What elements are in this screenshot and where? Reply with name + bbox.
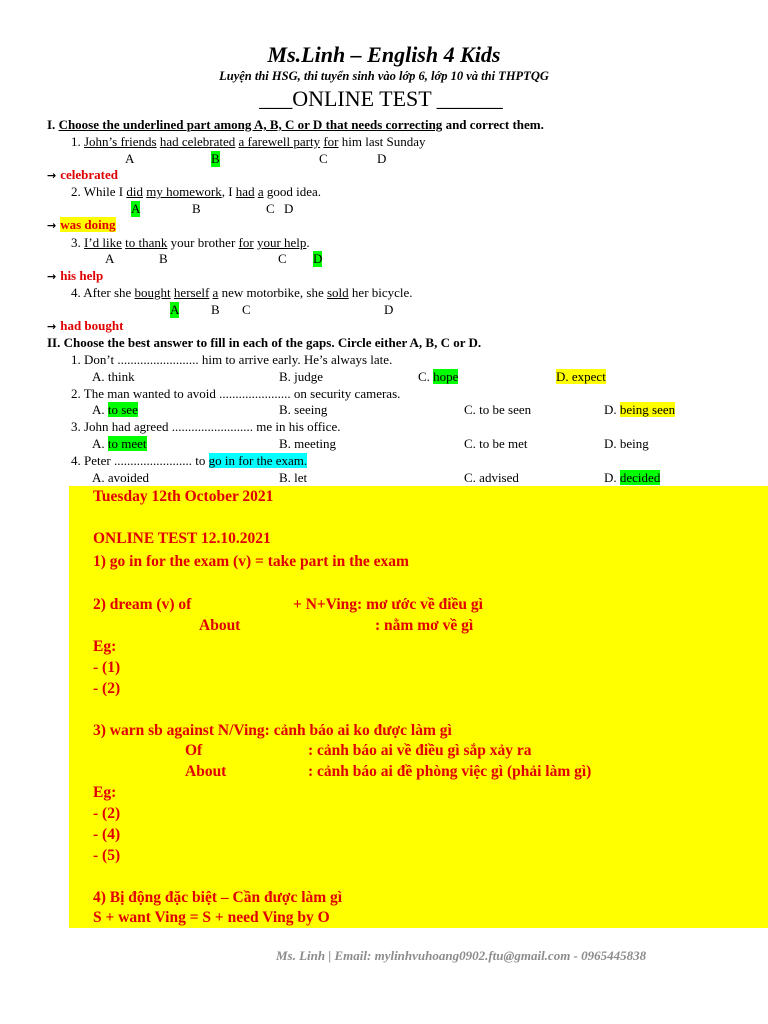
note-1: 1) go in for the exam (v) = take part in the exam (93, 553, 409, 570)
s2-question-4: 4. Peter ........................ to go in for the exam. (71, 453, 308, 468)
s2-q3-option-c: C. to be met (464, 436, 528, 451)
footer-contact: Ms. Linh | Email: mylinhvuhoang0902.ftu@gmail.com - 0965445838 (276, 948, 647, 963)
s2-question-3: 3. John had agreed ......................... me in his office. (71, 419, 341, 434)
note-3-about: About (185, 763, 227, 780)
s2-q3-option-d: D. being (604, 436, 649, 451)
s2-q1-option-c: C. hope (418, 369, 459, 384)
s2-question-2: 2. The man wanted to avoid ...................... on security cameras. (71, 386, 401, 401)
document-title: Ms.Linh – English 4 Kids (267, 42, 501, 67)
s2-q2-option-b: B. seeing (279, 402, 328, 417)
s1-q1-option-d: D (377, 151, 387, 166)
s1-q2-answer: → was doing (47, 217, 116, 232)
note-2-meaning-of: + N+Ving: mơ ước về điều gì (293, 596, 483, 613)
s1-question-1: 1. John’s friends had celebrated a farewell party for him last Sunday (71, 134, 426, 149)
s1-q3-answer: → his help (47, 268, 104, 283)
s1-q2-option-a: A (131, 201, 141, 216)
s1-q2-option-d: D (284, 201, 294, 216)
arrow-right-icon: → (47, 270, 57, 283)
s1-q3-option-b: B (159, 251, 168, 266)
note-3-meaning-of: : cảnh báo ai về điều gì sắp xảy ra (308, 742, 532, 759)
online-test-heading: ___ONLINE TEST ______ (259, 86, 503, 111)
s1-q3-option-d: D (313, 251, 323, 266)
arrow-right-icon: → (47, 320, 57, 333)
s2-q4-option-d: D. decided (604, 470, 661, 485)
s1-q1-answer: → celebrated (47, 167, 118, 182)
note-2-verb: 2) dream (v) of (93, 596, 192, 613)
s1-question-3: 3. I’d like to thank your brother for your help. (71, 235, 310, 250)
s1-q1-option-b: B (211, 151, 220, 166)
s1-q4-option-d: D (384, 302, 394, 317)
note-2-eg: Eg: (93, 638, 117, 655)
s2-q2-option-d: D. being seen (604, 402, 676, 417)
s1-question-4: 4. After she bought herself a new motorbike, she sold her bicycle. (71, 285, 413, 300)
s2-q1-option-d: D. expect (556, 369, 606, 384)
arrow-right-icon: → (47, 169, 57, 182)
note-2-example-1: - (1) (93, 659, 121, 676)
notes-heading: ONLINE TEST 12.10.2021 (93, 530, 271, 547)
note-4-formula: S + want Ving = S + need Ving by O (93, 909, 330, 926)
s1-question-2: 2. While I did my homework, I had a good idea. (71, 184, 322, 199)
s1-q4-option-a: A (170, 302, 180, 317)
note-3-of: Of (185, 742, 203, 759)
s1-q2-option-c: C (266, 201, 275, 216)
s1-q4-answer: → had bought (47, 318, 124, 333)
note-3-example-2: - (4) (93, 826, 121, 843)
section2-instruction: II. Choose the best answer to fill in each of the gaps. Circle either A, B, C or D. (47, 335, 482, 350)
note-3-example-1: - (2) (93, 805, 121, 822)
note-3-meaning-about: : cảnh báo ai đề phòng việc gì (phải làm gì) (308, 763, 592, 780)
s2-q1-option-b: B. judge (279, 369, 324, 384)
s1-q1-option-a: A (125, 151, 135, 166)
s1-q1-option-c: C (319, 151, 328, 166)
note-3-verb: 3) warn sb against N/Ving: cảnh báo ai ko được làm gì (93, 722, 452, 739)
s2-q1-option-a: A. think (92, 369, 135, 384)
s2-q2-option-a: A. to see (92, 402, 138, 417)
s2-q4-option-b: B. let (279, 470, 308, 485)
note-3-eg: Eg: (93, 784, 117, 801)
note-2-meaning-about: : nằm mơ về gì (375, 617, 474, 634)
note-2-example-2: - (2) (93, 680, 121, 697)
note-2-about: About (199, 617, 241, 634)
s1-q2-option-b: B (192, 201, 201, 216)
s2-q3-option-b: B. meeting (279, 436, 337, 451)
s2-q3-option-a: A. to meet (92, 436, 147, 451)
section1-instruction: I. Choose the underlined part among A, B, C or D that needs correcting and correct them. (47, 117, 544, 132)
s2-q2-option-c: C. to be seen (464, 402, 532, 417)
document-subtitle: Luyện thi HSG, thi tuyển sinh vào lớp 6, lớp 10 và thi THPTQG (219, 69, 549, 83)
notes-panel (69, 486, 768, 928)
s2-question-1: 1. Don’t ......................... him to arrive early. He’s always late. (71, 352, 393, 367)
s2-q4-option-c: C. advised (464, 470, 519, 485)
note-4-title: 4) Bị động đặc biệt – Cần được làm gì (93, 889, 343, 906)
s1-q4-option-c: C (242, 302, 251, 317)
s1-q3-option-c: C (278, 251, 287, 266)
note-3-example-3: - (5) (93, 847, 121, 864)
s1-q4-option-b: B (211, 302, 220, 317)
s1-q3-option-a: A (105, 251, 115, 266)
arrow-right-icon: → (47, 219, 57, 232)
s2-q4-option-a: A. avoided (92, 470, 150, 485)
notes-date: Tuesday 12th October 2021 (93, 488, 274, 505)
